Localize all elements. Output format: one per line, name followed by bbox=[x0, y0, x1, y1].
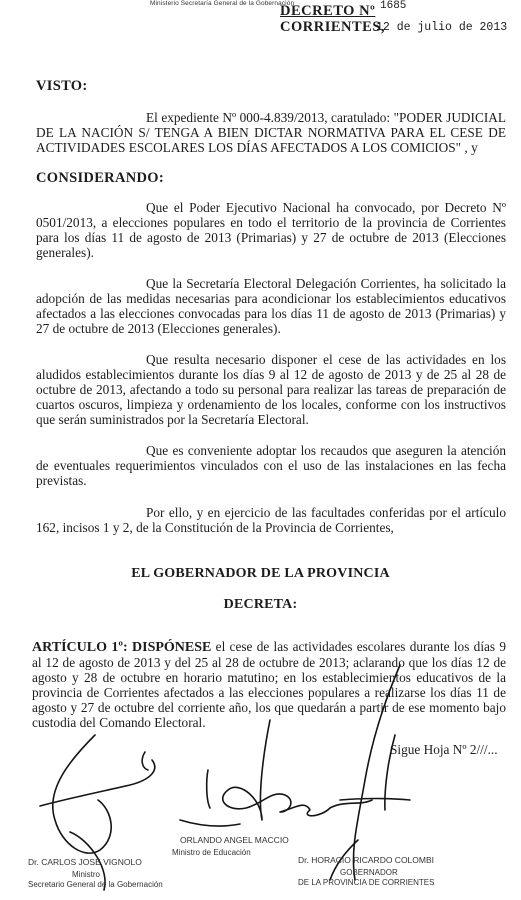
articulo-text: el cese de las actividades escolares durante los días 9 al 12 de agosto de 2013 y del 25 al 28 de octubre de 2013; aclarando que los días 12 de agosto y 28 de octubre en horario matutino; en los establecimientos educativos de la provincia de Corrientes afectados a las elecciones populares a realizarse los días 11 de agosto y 27 de octubre del corriente año, los que quedarán a partir de ese momento bajo custodia del Comando Electoral. bbox=[32, 639, 507, 730]
decreto-number: 1685 bbox=[380, 0, 407, 12]
sigue-hoja: Sigue Hoja Nº 2///... bbox=[390, 742, 498, 757]
signature-right-office: DE LA PROVINCIA DE CORRIENTES bbox=[298, 878, 435, 887]
considerando-paragraph-3: Que resulta necesario disponer el cese de las actividades en los aludidos establecimientos durante los días 9 al 12 de agosto de 2013 y de 25 al 28 de octubre de 2013, afectando a todo su personal para realizar las tareas de preparación de cuartos oscuros, limpieza y ordenamiento de los locales, conforme con los instructivos que serán suministrados por la Secretaría Electoral. bbox=[36, 352, 506, 427]
considerando-paragraph-4: Que es conveniente adoptar los recaudos que aseguren la atención de eventuales requerimientos vinculados con el uso de las instalaciones en las fecha previstas. bbox=[36, 443, 506, 488]
city-label: CORRIENTES, bbox=[280, 19, 386, 35]
signature-left-name: Dr. CARLOS JOSE VIGNOLO bbox=[28, 857, 142, 867]
considerando-paragraph-2: Que la Secretaría Electoral Delegación Corrientes, ha solicitado la adopción de las medidas necesarias para acondicionar los establecimientos educativos afectados a las elecciones convocadas para los días 11 de agosto de 2013 (Primarias) y 27 de octubre de 2013 (Elecciones generales). bbox=[36, 276, 506, 336]
visto-title: VISTO: bbox=[36, 78, 88, 94]
decree-date: 12 de julio de 2013 bbox=[376, 21, 508, 34]
signature-right-role: GOBERNADOR bbox=[340, 868, 398, 877]
considerando-title: CONSIDERANDO: bbox=[36, 170, 164, 186]
signature-center-name: ORLANDO ANGEL MACCIO bbox=[180, 835, 289, 845]
articulo-verb: DISPÓNESE bbox=[132, 640, 212, 655]
visto-text: El expediente Nº 000-4.839/2013, caratulado: "PODER JUDICIAL DE LA NACIÓN S/ TENGA A BIEN DICTAR NORMATIVA PARA EL CESE DE ACTIVIDADES ESCOLARES LOS DÍAS AFECTADOS A LOS COMICIOS" , y bbox=[36, 110, 506, 155]
signature-left-office: Secretario General de la Gobernación bbox=[28, 880, 163, 889]
decreto-label: DECRETO Nº bbox=[280, 3, 376, 19]
gobernador-heading: EL GOBERNADOR DE LA PROVINCIA bbox=[131, 566, 390, 581]
considerando-paragraph-5: Por ello, y en ejercicio de las facultades conferidas por el artículo 162, incisos 1 y 2, de la Constitución de la Provincia de Corrientes, bbox=[36, 505, 506, 535]
signature-right-name: Dr. HORACIO RICARDO COLOMBI bbox=[298, 855, 435, 865]
articulo-label: ARTÍCULO 1º: bbox=[32, 640, 128, 655]
ministry-header: Ministerio Secretaría General de la Gobernación bbox=[150, 0, 295, 7]
decreta-heading: DECRETA: bbox=[223, 597, 298, 612]
considerando-paragraph-1: Que el Poder Ejecutivo Nacional ha convocado, por Decreto Nº 0501/2013, a elecciones populares en todo el territorio de la provincia de Corrientes para los días 11 de agosto de 2013 (Primarias) y 27 de octubre de 2013 (Elecciones generales). bbox=[36, 200, 506, 260]
signature-left-role: Ministro bbox=[72, 870, 101, 879]
signature-center-role: Ministro de Educación bbox=[172, 848, 251, 857]
